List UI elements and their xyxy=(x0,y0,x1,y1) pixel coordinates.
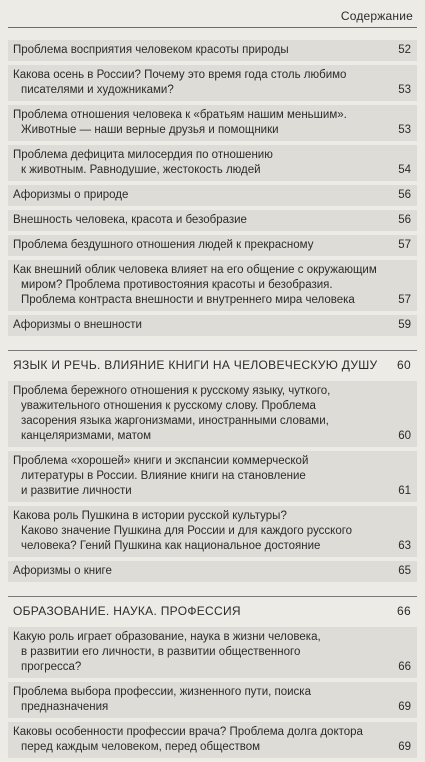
page-number: 53 xyxy=(398,124,411,136)
entry-title xyxy=(13,509,393,554)
table-of-contents xyxy=(8,40,417,762)
entry-title xyxy=(13,148,393,178)
toc-entry xyxy=(8,682,417,718)
entry-title xyxy=(13,685,393,715)
title-line: прогресса? xyxy=(21,661,82,673)
entry-title xyxy=(13,318,393,333)
title-line: Какова осень в России? Почему это время года столь любимо xyxy=(13,69,347,81)
entry-title xyxy=(13,43,393,58)
title-line: Проблема «хорошей» книги и экспансии коммерческой xyxy=(13,455,309,467)
title-line: Афоризмы о книге xyxy=(13,565,112,577)
running-head: Содержание xyxy=(340,9,413,23)
toc-entry xyxy=(8,65,417,101)
section-title xyxy=(13,353,397,373)
title-line: писателями и художниками? xyxy=(21,84,174,96)
title-line: Каковы особенности профессии врача? Проблема долга доктора xyxy=(13,726,363,738)
title-line: уважительного отношения к русскому слову. Проблема xyxy=(21,400,316,412)
title-line: литературы в России. Влияние книги на становление xyxy=(21,470,306,482)
title-line: Животные — наши верные друзья и помощники xyxy=(21,124,279,136)
entry-title xyxy=(13,68,393,98)
title-line: Проблема контраста внешности и внутреннего мира человека xyxy=(21,294,355,306)
entry-title xyxy=(13,108,393,138)
toc-entry xyxy=(8,185,417,206)
entry-title xyxy=(13,384,393,444)
toc-section-heading xyxy=(8,596,417,622)
toc-entry xyxy=(8,451,417,502)
page-number: 60 xyxy=(397,358,411,372)
title-line: и развитие личности xyxy=(21,485,132,497)
page-number: 65 xyxy=(398,565,411,577)
page-number: 53 xyxy=(398,84,411,96)
entry-title xyxy=(13,188,393,203)
title-line: человека? Гений Пушкина как национальное достояние xyxy=(21,540,321,552)
title-line: предназначения xyxy=(21,701,109,713)
page-number: 57 xyxy=(398,239,411,251)
toc-entry xyxy=(8,561,417,582)
toc-entry xyxy=(8,105,417,141)
page-number: 63 xyxy=(398,540,411,552)
toc-entry xyxy=(8,381,417,447)
toc-section-heading xyxy=(8,350,417,376)
toc-entry xyxy=(8,210,417,231)
toc-entry xyxy=(8,260,417,311)
toc-entry xyxy=(8,627,417,678)
toc-entry xyxy=(8,235,417,256)
title-line: к животным. Равнодушие, жестокость людей xyxy=(21,164,261,176)
entry-title xyxy=(13,725,393,755)
entry-title xyxy=(13,263,393,308)
page-number: 66 xyxy=(398,661,411,673)
title-line: ОБРАЗОВАНИЕ. НАУКА. ПРОФЕССИЯ xyxy=(13,604,241,618)
title-line: Какова роль Пушкина в истории русской культуры? xyxy=(13,510,287,522)
section-title xyxy=(13,599,397,619)
page-number: 52 xyxy=(398,44,411,56)
toc-entry xyxy=(8,506,417,557)
page-number: 56 xyxy=(398,214,411,226)
title-line: миром? Проблема противостояния красоты и безобразия. xyxy=(21,279,333,291)
toc-entry xyxy=(8,40,417,61)
entry-title xyxy=(13,630,393,675)
title-line: Проблема выбора профессии, жизненного пути, поиска xyxy=(13,686,311,698)
entry-title xyxy=(13,564,393,579)
title-line: Афоризмы о природе xyxy=(13,189,129,201)
toc-entry xyxy=(8,145,417,181)
page-number: 61 xyxy=(398,485,411,497)
title-line: Проблема отношения человека к «братьям нашим меньшим». xyxy=(13,109,347,121)
title-line: Проблема бездушного отношения людей к прекрасному xyxy=(13,239,314,251)
page-number: 60 xyxy=(398,430,411,442)
title-line: перед каждым человеком, перед обществом xyxy=(21,741,261,753)
title-line: Афоризмы о внешности xyxy=(13,319,142,331)
entry-title xyxy=(13,238,393,253)
toc-entry xyxy=(8,722,417,758)
title-line: Проблема дефицита милосердия по отношению xyxy=(13,149,273,161)
title-line: канцеляризмами, матом xyxy=(21,430,152,442)
page-number: 59 xyxy=(398,319,411,331)
title-line: Внешность человека, красота и безобразие xyxy=(13,214,247,226)
entry-title xyxy=(13,213,393,228)
title-line: в развитии его личности, в развитии общественного xyxy=(21,646,301,658)
title-line: Какую роль играет образование, наука в жизни человека, xyxy=(13,631,321,643)
title-line: ЯЗЫК И РЕЧЬ. ВЛИЯНИЕ КНИГИ НА ЧЕЛОВЕЧЕСКУЮ ДУШУ xyxy=(13,358,378,372)
entry-title xyxy=(13,454,393,499)
page-number: 54 xyxy=(398,164,411,176)
header-rule xyxy=(8,27,417,28)
title-line: Как внешний облик человека влияет на его общение с окружающим xyxy=(13,264,377,276)
page-number: 69 xyxy=(398,741,411,753)
toc-entry xyxy=(8,315,417,336)
title-line: Проблема бережного отношения к русскому языку, чуткого, xyxy=(13,385,331,397)
page-number: 57 xyxy=(398,294,411,306)
title-line: Каково значение Пушкина для России и для каждого русского xyxy=(21,525,353,537)
page-number: 56 xyxy=(398,189,411,201)
title-line: засорения языка жаргонизмами, иностранными словами, xyxy=(21,415,329,427)
title-line: Проблема восприятия человеком красоты природы xyxy=(13,44,289,56)
page-number: 66 xyxy=(397,604,411,618)
page-number: 69 xyxy=(398,701,411,713)
